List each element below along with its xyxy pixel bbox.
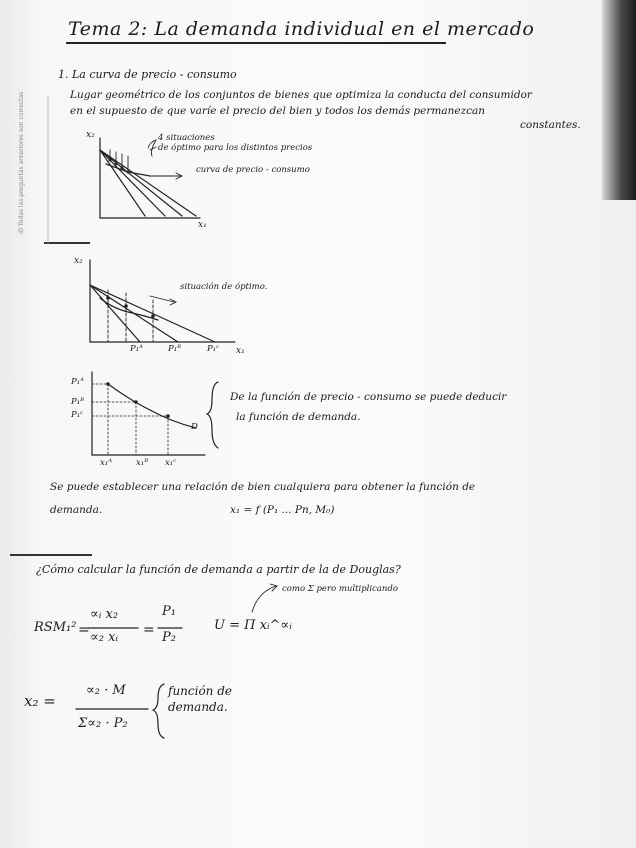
para2-formula: x₁ = f (P₁ ... Pn, M₀): [230, 504, 335, 516]
section1-para-line2: en el supuesto de que varíe el precio del bien y todos los demás permanezcan: [70, 105, 486, 117]
graph1-y-axis-label: x₂: [86, 130, 95, 140]
demand-num: ∝₂ · M: [86, 683, 126, 698]
graph3-x-tick-a: x₁ᴬ: [100, 458, 113, 468]
graph2-x-axis-label: x₁: [236, 346, 245, 356]
graph3-brace-text-line2: la función de demanda.: [236, 411, 361, 423]
demand-label-line1: función de: [168, 684, 233, 698]
graph2-x-tick-a: P₁ᴬ: [130, 344, 143, 354]
demand-lhs: x₂ =: [24, 692, 56, 710]
section1-para-line3: constantes.: [520, 119, 581, 131]
section2-note: como Σ pero multiplicando: [282, 584, 398, 594]
notebook-page: d) Todas las preguntas anteriores son correctas Tema 2: La demanda individual en el mercado 1. La curva de precio - consumo Lugar geométrico de los conjuntos de bienes que optimiza la conducta del consumidor en el supuesto de que varíe el precio del bien y todos los demás permanezcan constantes. x₂ x₁ 4 situaciones de óptimo para los distintos precios curva de precio - consumo x₂ x₁ situación de óptimo. P₁ᴬ P₁ᴮ P₁ᶜ P₁ᴬ P₁ᴮ P₁ᶜ x₁ᴬ x₁ᴮ x₁ᶜ D De la función de precio - consumo se puede deducir la función de demanda. Se puede establecer una relación de bien cualquiera para obtener la función de demanda. x₁ = f (P₁ ... Pn, M₀) ¿Cómo calcular la función de demanda a partir de la de Douglas? como Σ pero multiplicando RSM₁² = ∝ᵢ x₂ ∝₂ xᵢ = P₁ P₂ U = Π xᵢ^∝ᵢ x₂ = ∝₂ · M Σ∝₂ · P₂ función de demanda.: [0, 0, 636, 848]
graph3-x-tick-b: x₁ᴮ: [136, 458, 149, 468]
graph2-y-axis-label: x₂: [74, 256, 83, 266]
graph3-brace: [207, 382, 218, 448]
graph2-x-tick-c: P₁ᶜ: [207, 344, 220, 354]
graph3-demand-curve: [108, 384, 196, 428]
section1-heading: 1. La curva de precio - consumo: [58, 68, 237, 81]
graph1-budget-line-1: [100, 150, 145, 216]
graph1-x-axis-label: x₁: [198, 220, 207, 230]
rsm-rhs-den: P₂: [162, 630, 176, 645]
utility-formula: U = Π xᵢ^∝ᵢ: [214, 618, 292, 633]
graph2-annotation: situación de óptimo.: [180, 282, 268, 292]
section2-question: ¿Cómo calcular la función de demanda a partir de la de Douglas?: [36, 563, 401, 576]
graph1: [100, 138, 200, 218]
graph1-annotation1-line2: de óptimo para los distintos precios: [158, 143, 313, 153]
graph3-y-tick-b: P₁ᴮ: [71, 397, 85, 407]
graph2: [90, 260, 235, 342]
graph1-budget-line-4: [100, 150, 196, 216]
graph3-brace-text-line1: De la función de precio - consumo se puede deducir: [230, 391, 507, 403]
demand-label-line2: demanda.: [168, 700, 228, 714]
para2-line2-text: demanda.: [50, 504, 103, 516]
para2-line1: Se puede establecer una relación de bien cualquiera para obtener la función de: [50, 481, 476, 493]
graph3-y-tick-a: P₁ᴬ: [71, 377, 84, 387]
graph1-budget-line-3: [100, 150, 182, 216]
page-title: Tema 2: La demanda individual en el mercado: [68, 18, 535, 40]
graph2-x-tick-b: P₁ᴮ: [168, 344, 182, 354]
rsm-mid-den: ∝₂ xᵢ: [90, 630, 119, 645]
rsm-mid-num: ∝ᵢ x₂: [90, 607, 119, 622]
graph3-curve-label: D: [191, 422, 198, 432]
demand-brace: [153, 684, 164, 738]
graph3-x-tick-c: x₁ᶜ: [165, 458, 177, 468]
rsm-lhs: RSM₁²: [34, 620, 77, 635]
rsm-rhs-num: P₁: [162, 604, 176, 619]
graph3-y-tick-c: P₁ᶜ: [71, 410, 84, 420]
graph1-annotation1-line1: 4 situaciones: [158, 133, 215, 143]
graph3: [92, 372, 218, 455]
demand-den: Σ∝₂ · P₂: [78, 716, 128, 731]
section1-para-line1: Lugar geométrico de los conjuntos de bienes que optimiza la conducta del consumidor: [70, 89, 532, 101]
graph2-budget-line-c: [90, 285, 215, 342]
graph2-optimum-curve: [100, 298, 158, 320]
graph1-annotation2: curva de precio - consumo: [196, 165, 310, 175]
margin-note: d) Todas las preguntas anteriores son correctas: [18, 91, 25, 234]
